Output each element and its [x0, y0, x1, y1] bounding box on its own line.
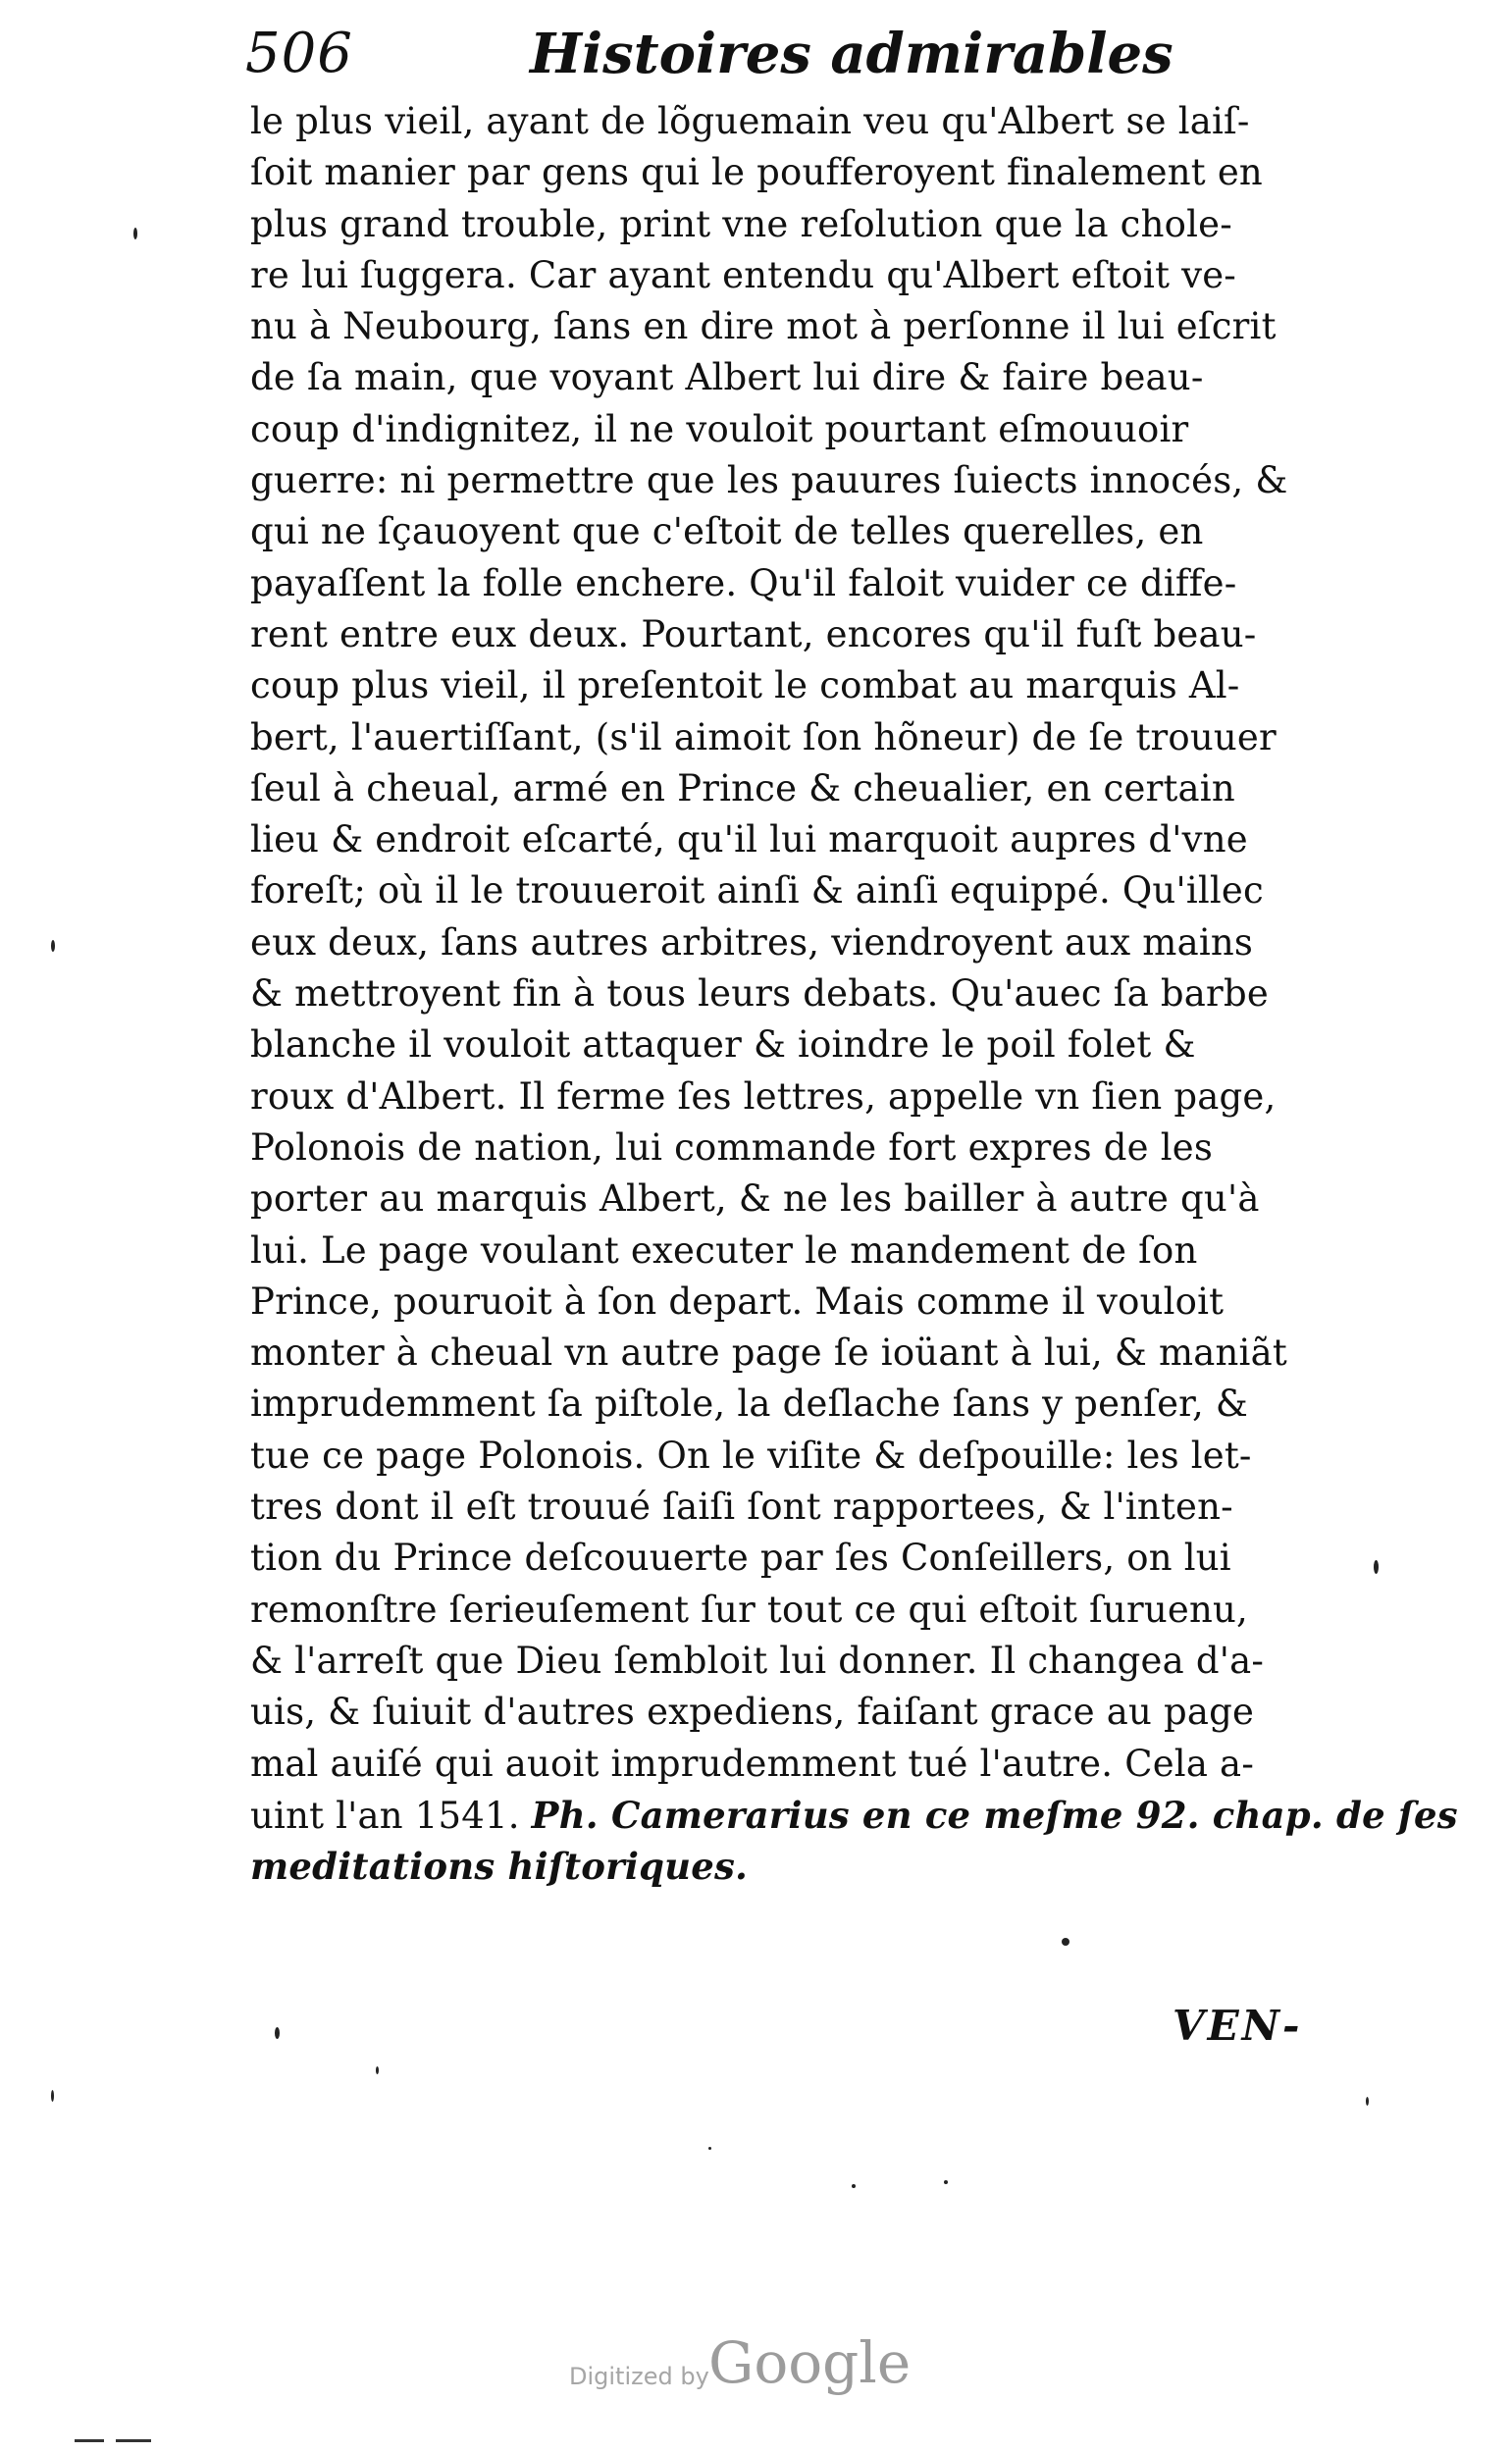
- text-line: Prince, pouruoit à ſon depart. Mais comme il vouloit: [250, 1279, 1225, 1323]
- page-number: 506: [245, 22, 353, 85]
- ink-speck: [1374, 1560, 1379, 1574]
- text-line: tres dont il eſt trouué ſaiſi ſont rapportees, & l'inten-: [250, 1486, 1233, 1529]
- text-line: coup plus vieil, il preſentoit le combat au marquis Al-: [250, 664, 1240, 707]
- ink-speck: [51, 940, 55, 952]
- text-line: coup d'indignitez, il ne vouloit pourtant eſmouuoir: [250, 407, 1189, 450]
- digitization-watermark: [530, 2325, 981, 2404]
- text-line: guerre: ni permettre que les pauures ſuiects innocés, &: [250, 459, 1288, 502]
- ink-speck: [275, 2027, 280, 2039]
- ink-speck: [944, 2180, 948, 2184]
- text-line: imprudemment ſa piſtole, la deſlache ſans y penſer, &: [250, 1383, 1249, 1426]
- text-line: qui ne ſçauoyent que c'eſtoit de telles querelles, en: [250, 510, 1204, 553]
- text-line: payaſſent la folle enchere. Qu'il faloit vuider ce diffe-: [250, 561, 1237, 604]
- text-line: foreſt; où il le trouueroit ainſi & ainſi equippé. Qu'illec: [250, 869, 1264, 913]
- watermark-prefix: Digitized by: [569, 2363, 709, 2390]
- citation-line: meditations hiſtoriques.: [250, 1845, 749, 1889]
- ink-speck: [708, 2147, 711, 2150]
- ink-speck: [1366, 2097, 1369, 2106]
- citation-start: Ph. Camerarius en ce meſme 92. chap. de ſes: [531, 1793, 1458, 1837]
- text-line: uis, & ſuiuit d'autres expediens, faiſant grace au page: [250, 1691, 1255, 1734]
- ink-speck: [376, 2066, 379, 2074]
- text-line: & l'arreſt que Dieu ſembloit lui donner. Il changea d'a-: [250, 1639, 1265, 1682]
- text-line: & mettroyent fin à tous leurs debats. Qu'auec ſa barbe: [250, 972, 1269, 1016]
- ink-speck: [133, 228, 137, 239]
- running-head: Histoires admirables: [530, 22, 1173, 86]
- catchword: VEN-: [1173, 2002, 1303, 2050]
- text-line: eux deux, ſans autres arbitres, viendroyent aux mains: [250, 920, 1254, 964]
- text-line: re lui ſuggera. Car ayant entendu qu'Albert eſtoit ve-: [250, 253, 1236, 296]
- ink-speck: [1062, 1938, 1069, 1946]
- bottom-edge-mark: [75, 2439, 104, 2442]
- text-line: bert, l'auertiſſant, (s'il aimoit ſon hõneur) de ſe trouuer: [250, 715, 1277, 758]
- body-text: [250, 96, 1458, 1892]
- text-line: le plus vieil, ayant de lõguemain veu qu'Albert se laiſ-: [250, 100, 1250, 142]
- watermark-brand: Google: [708, 2329, 912, 2396]
- text-line: tion du Prince deſcouuerte par ſes Conſeillers, on lui: [250, 1537, 1231, 1580]
- ink-speck: [51, 2090, 54, 2102]
- text-line: remonſtre ſerieuſement ſur tout ce qui eſtoit ſuruenu,: [250, 1588, 1248, 1631]
- text-line: tue ce page Polonois. On le viſite & deſpouille: les let-: [250, 1434, 1252, 1477]
- text-line: porter au marquis Albert, & ne les bailler à autre qu'à: [250, 1177, 1260, 1221]
- text-line: ſeul à cheual, armé en Prince & cheualier, en certain: [250, 766, 1235, 809]
- text-line: lui. Le page voulant executer le mandement de ſon: [250, 1228, 1198, 1272]
- text-line: de ſa main, que voyant Albert lui dire & faire beau-: [250, 356, 1204, 399]
- bottom-edge-mark: [116, 2439, 151, 2442]
- text-line: lieu & endroit eſcarté, qu'il lui marquoit aupres d'vne: [250, 818, 1248, 861]
- text-line: blanche il vouloit attaquer & ioindre le poil folet &: [250, 1023, 1196, 1067]
- text-line-end: uint l'an 1541.: [250, 1794, 520, 1837]
- text-line: nu à Neubourg, ſans en dire mot à perſonne il lui eſcrit: [250, 305, 1277, 348]
- text-line: mal auiſé qui auoit imprudemment tué l'autre. Cela a-: [250, 1742, 1255, 1785]
- text-line-last: [250, 1790, 1458, 1841]
- text-line: ſoit manier par gens qui le poufferoyent finalement en: [250, 151, 1263, 194]
- text-line: monter à cheual vn autre page ſe ioüant à lui, & maniãt: [250, 1331, 1287, 1375]
- text-line: Polonois de nation, lui commande fort expres de les: [250, 1125, 1214, 1169]
- text-line: plus grand trouble, print vne reſolution que la chole-: [250, 202, 1232, 245]
- text-line: roux d'Albert. Il ferme ſes lettres, appelle vn ſien page,: [250, 1074, 1277, 1118]
- ink-speck: [852, 2184, 856, 2188]
- page-header: [245, 22, 1354, 100]
- text-line: rent entre eux deux. Pourtant, encores qu'il fuſt beau-: [250, 612, 1257, 655]
